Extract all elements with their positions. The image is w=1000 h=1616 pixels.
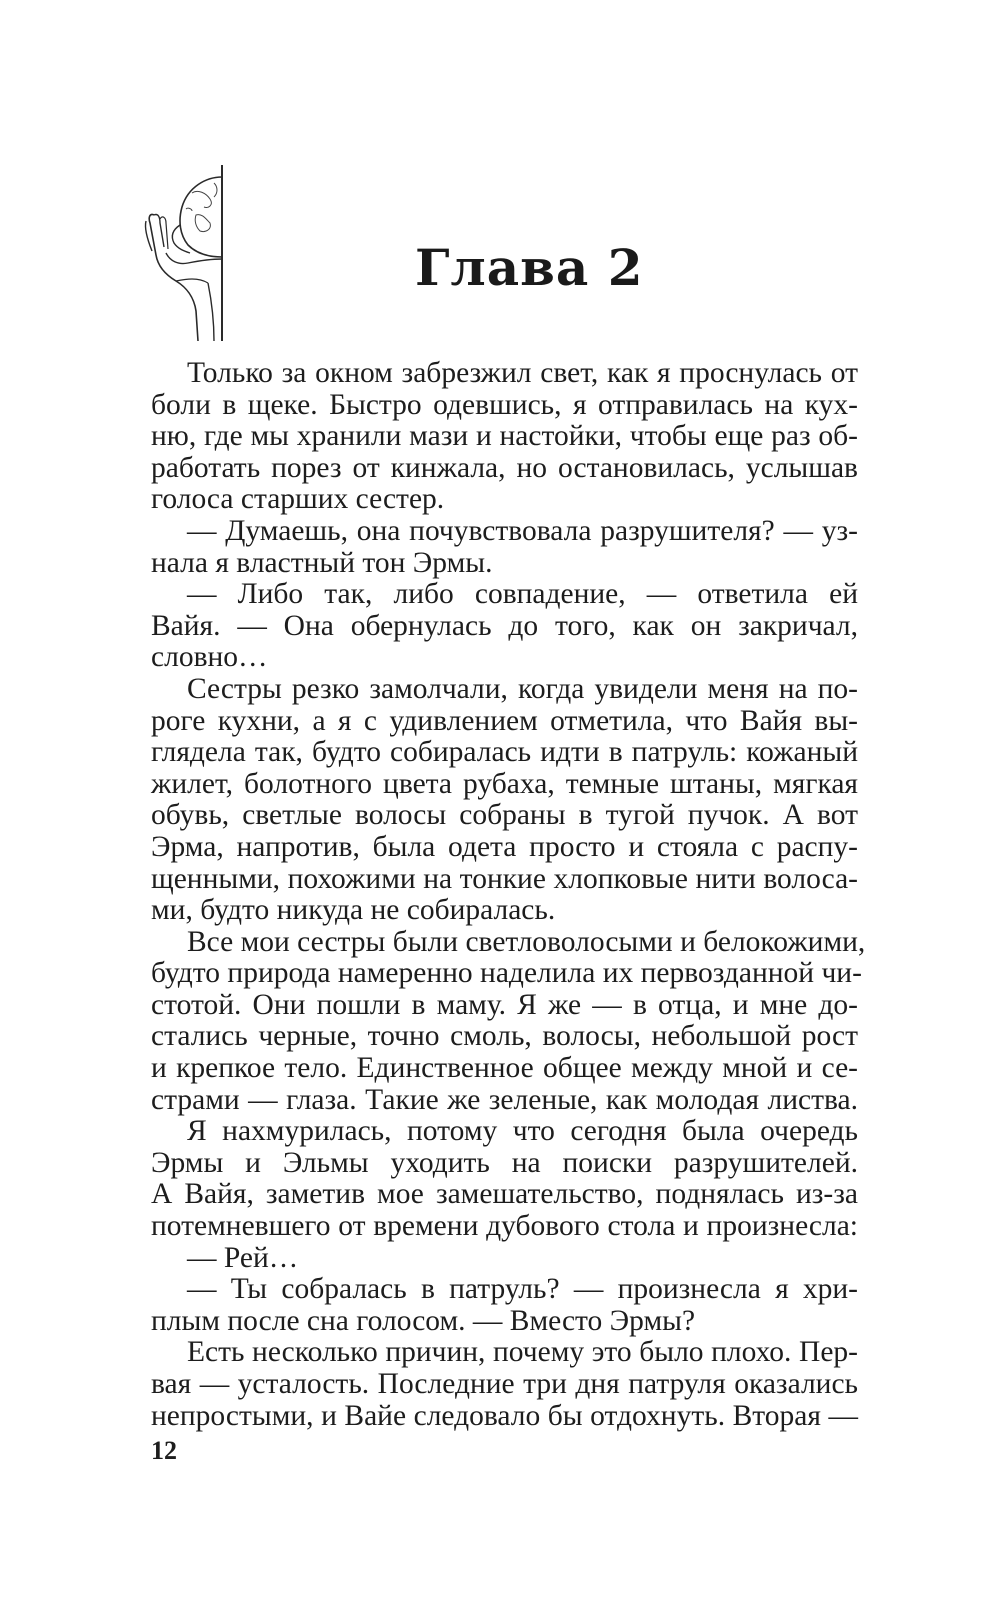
text-line: — Либо так, либо совпадение, — ответила ей <box>187 578 858 611</box>
text-line: нала я властный тон Эрмы. <box>151 546 493 579</box>
text-line: потемневшего от времени дубового стола и произнесла: <box>151 1210 858 1243</box>
text-line: щенными, похожими на тонкие хлопковые нити волоса- <box>151 862 858 895</box>
text-line: Есть несколько причин, почему это было плохо. Пер- <box>187 1336 858 1369</box>
text-line: — Ты собралась в патруль? — произнесла я хри- <box>187 1273 858 1306</box>
text-line: страми — глаза. Такие же зеленые, как молодая листва. <box>151 1083 858 1116</box>
text-line: словно… <box>151 641 268 674</box>
text-line: непростыми, и Вайе следовало бы отдохнуть. Вторая — <box>151 1399 858 1432</box>
text-line: жилет, болотного цвета рубаха, темные штаны, мягкая <box>151 767 858 800</box>
hand-holding-globe-icon <box>140 163 235 345</box>
text-line: голоса старших сестер. <box>151 483 445 516</box>
text-line: Эрмы и Эльмы уходить на поиски разрушителей. <box>151 1146 858 1179</box>
text-line: Все мои сестры были светловолосыми и белокожими, <box>187 925 866 958</box>
chapter-title: Глава 2 <box>415 238 644 297</box>
page-number: 12 <box>151 1436 177 1465</box>
text-line: Только за окном забрезжил свет, как я проснулась от <box>187 357 858 389</box>
text-line: — Думаешь, она почувствовала разрушителя? — уз- <box>187 514 858 547</box>
text-line: стались черные, точно смоль, волосы, небольшой рост <box>151 1020 858 1053</box>
text-line: обувь, светлые волосы собраны в тугой пучок. А вот <box>151 799 858 832</box>
text-line: ми, будто никуда не собиралась. <box>151 894 556 927</box>
text-line: будто природа намеренно наделила их первозданной чи- <box>151 957 862 990</box>
body-text <box>151 357 866 1432</box>
text-line: А Вайя, заметив мое замешательство, поднялась из-за <box>151 1178 858 1211</box>
text-line: ню, где мы хранили мази и настойки, чтобы еще раз об- <box>151 420 858 453</box>
text-line: Эрма, напротив, была одета просто и стояла с распу- <box>151 830 858 863</box>
text-line: Вайя. — Она обернулась до того, как он закричал, <box>151 609 858 642</box>
text-line: вая — усталость. Последние три дня патруля оказались <box>151 1368 858 1400</box>
text-line: работать порез от кинжала, но остановилась, услышав <box>151 451 858 484</box>
text-line: стотой. Они пошли в маму. Я же — в отца, и мне до- <box>151 988 858 1021</box>
text-line: Сестры резко замолчали, когда увидели меня на по- <box>187 672 858 705</box>
text-line: плым после сна голосом. — Вместо Эрмы? <box>151 1304 696 1337</box>
text-line: боли в щеке. Быстро одевшись, я отправилась на кух- <box>151 388 858 421</box>
text-line: — Рей… <box>187 1241 299 1274</box>
text-line: и крепкое тело. Единственное общее между мной и се- <box>151 1052 858 1085</box>
text-line: Я нахмурилась, потому что сегодня была очередь <box>187 1115 858 1148</box>
text-line: роге кухни, а я с удивлением отметила, что Вайя вы- <box>151 704 858 737</box>
text-line: глядела так, будто собиралась идти в патруль: кожаный <box>151 736 858 769</box>
